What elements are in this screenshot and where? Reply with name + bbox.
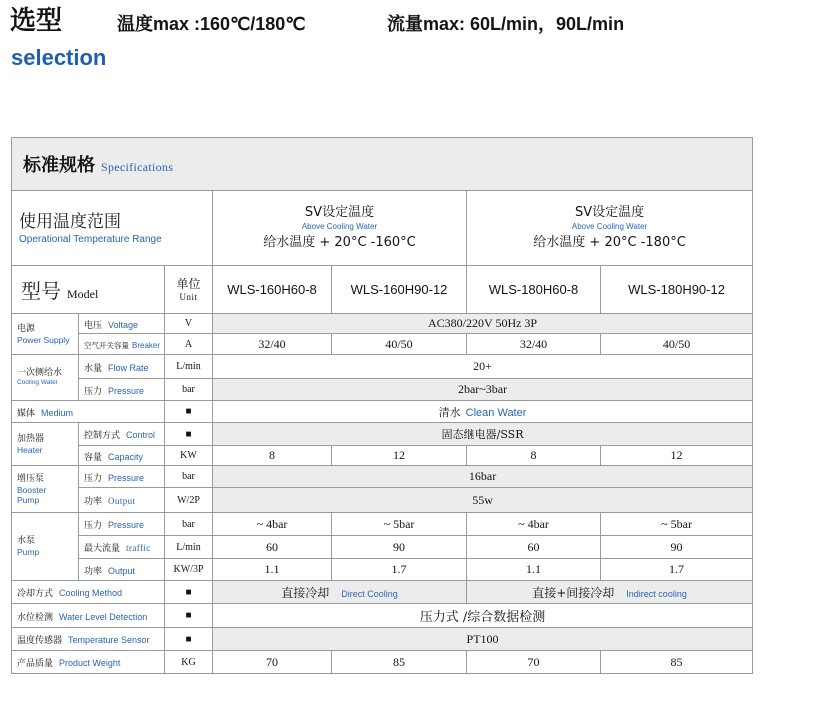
item-label-cn: 空气开关容量 (84, 341, 129, 350)
cooling-method-label (12, 581, 165, 604)
sv-setpoint-label: SV设定温度 (304, 205, 375, 220)
page-title-en: selection (11, 45, 107, 70)
temperature-range-label-en: Operational Temperature Range (19, 233, 162, 245)
temperature-range-180 (467, 191, 753, 266)
group-label-cn: 电源 (17, 323, 36, 334)
cooling-method-unit: ■ (165, 581, 213, 604)
item-label-en: Breaker (132, 341, 161, 350)
product-weight-value: 70 (467, 651, 601, 674)
pump-pressure-unit: bar (165, 513, 213, 536)
booster-pump-group (12, 466, 79, 513)
power-supply-group (12, 314, 79, 355)
max-flow: 流量max: 60L/min，90L/min (387, 14, 625, 34)
feed-pressure-row (12, 379, 753, 401)
item-label-en: Output (108, 496, 136, 506)
pump-flow-unit: L/min (165, 536, 213, 559)
model-name: WLS-180H90-12 (601, 266, 753, 314)
pump-pressure-row (12, 513, 753, 536)
pump-pressure-value: ~ 5bar (601, 513, 753, 536)
breaker-unit: A (165, 334, 213, 355)
item-label-en: Pressure (108, 472, 145, 483)
temperature-sensor-row (12, 628, 753, 651)
pump-flow-value: 60 (467, 536, 601, 559)
page-title-cn: 选型 (10, 6, 63, 36)
table-title-cn: 标准规格 (23, 155, 95, 176)
sv-range-value: 给水温度 + 20°C -180°C (533, 235, 686, 250)
heater-capacity-value: 12 (332, 446, 467, 466)
model-name: WLS-180H60-8 (467, 266, 601, 314)
item-label-cn: 压力 (84, 386, 103, 397)
item-label-cn: 产品质量 (17, 659, 54, 669)
pump-output-value: 1.1 (213, 559, 332, 581)
pump-flow-row (12, 536, 753, 559)
item-label-cn: 压力 (84, 521, 103, 531)
pump-flow-value: 90 (332, 536, 467, 559)
model-row (12, 266, 753, 314)
pump-output-value: 1.7 (332, 559, 467, 581)
water-level-row (12, 604, 753, 628)
item-label-en: Water Level Detection (59, 611, 148, 622)
feed-pressure-value: 2bar~3bar (213, 379, 753, 401)
item-label-en: traffic (126, 543, 151, 553)
feed-flow-row (12, 355, 753, 379)
item-label-en: Voltage (108, 319, 139, 330)
item-label-en: Cooling Method (59, 588, 123, 598)
item-label-en: Temperature Sensor (68, 635, 150, 645)
table-title-en: Specifications (101, 160, 174, 174)
group-label-en: Pump (17, 547, 40, 557)
item-label-en: Output (108, 565, 136, 576)
temperature-range-row (12, 191, 753, 266)
pump-pressure-value: ~ 5bar (332, 513, 467, 536)
item-label-cn: 电压 (84, 320, 103, 331)
pump-flow-value: 90 (601, 536, 753, 559)
product-weight-value: 85 (332, 651, 467, 674)
unit-header-cn: 单位 (176, 276, 201, 291)
item-label-cn: 压力 (84, 473, 103, 484)
unit-header-en: Unit (179, 291, 198, 302)
feed-pressure-unit: bar (165, 379, 213, 401)
feed-flow-value: 20+ (213, 355, 753, 379)
model-label-cn: 型号 (21, 279, 61, 303)
product-weight-value: 85 (601, 651, 753, 674)
item-label-en: Pressure (108, 385, 145, 396)
heater-control-value-text: 固态继电器/SSR (441, 428, 524, 441)
heater-capacity-value: 12 (601, 446, 753, 466)
medium-value-en: Clean Water (465, 406, 527, 419)
heater-group (12, 423, 79, 466)
pump-pressure-value: ~ 4bar (467, 513, 601, 536)
pump-output-row (12, 559, 753, 581)
booster-output-row (12, 488, 753, 513)
group-label-cn: 加热器 (17, 433, 45, 444)
pump-group (12, 513, 79, 581)
item-label-cn: 媒体 (17, 408, 36, 419)
group-label-cn: 一次侧给水 (17, 368, 63, 378)
medium-row (12, 401, 753, 423)
water-level-unit: ■ (165, 604, 213, 628)
item-label-en: Flow Rate (108, 362, 149, 373)
heater-control-value (213, 423, 753, 446)
item-label-cn: 容量 (84, 452, 103, 463)
sv-setpoint-label: SV设定温度 (574, 205, 645, 220)
table-header-row (12, 138, 753, 191)
group-label-cn: 增压泵 (17, 473, 45, 484)
item-label-cn: 最大流量 (84, 544, 121, 554)
cooling-indirect-cn: 直接+间接冷却 (532, 585, 615, 600)
pump-flow-label (79, 536, 165, 559)
product-weight-unit: KG (165, 651, 213, 674)
sv-setpoint-sub: Above Cooling Water (301, 222, 378, 231)
cooling-direct (213, 581, 467, 604)
heater-control-row (12, 423, 753, 446)
pump-pressure-label (79, 513, 165, 536)
item-label-cn: 水位检测 (17, 612, 54, 623)
heater-capacity-row (12, 446, 753, 466)
model-label-en: Model (67, 287, 99, 301)
booster-pressure-value: 16bar (213, 466, 753, 488)
product-weight-row (12, 651, 753, 674)
item-label-cn: 温度传感器 (17, 636, 63, 646)
voltage-unit: V (165, 314, 213, 334)
temperature-range-160 (213, 191, 467, 266)
sv-range-value: 给水温度 + 20°C -160°C (263, 235, 416, 250)
cooling-method-row (12, 581, 753, 604)
booster-output-label (79, 488, 165, 513)
model-label (12, 266, 165, 314)
breaker-value: 32/40 (467, 334, 601, 355)
item-label-en: Pressure (108, 520, 145, 530)
medium-unit: ■ (165, 401, 213, 423)
temperature-range-label-cn: 使用温度范围 (19, 211, 121, 232)
product-weight-value: 70 (213, 651, 332, 674)
group-label-en: Power Supply (17, 334, 70, 345)
heater-capacity-value: 8 (467, 446, 601, 466)
feed-flow-label (79, 355, 165, 379)
water-level-value (213, 604, 753, 628)
feed-flow-unit: L/min (165, 355, 213, 379)
item-label-en: Medium (41, 407, 74, 418)
booster-pressure-row (12, 466, 753, 488)
heater-capacity-value: 8 (213, 446, 332, 466)
temperature-sensor-label (12, 628, 165, 651)
pump-output-value: 1.1 (467, 559, 601, 581)
booster-output-unit: W/2P (165, 488, 213, 513)
water-level-label (12, 604, 165, 628)
breaker-row (12, 334, 753, 355)
temperature-sensor-value: PT100 (213, 628, 753, 651)
item-label-cn: 冷却方式 (17, 589, 54, 599)
item-label-cn: 控制方式 (84, 431, 121, 441)
feed-water-group (12, 355, 79, 401)
cooling-direct-cn: 直接冷却 (281, 585, 330, 600)
item-label-en: Product Weight (59, 658, 121, 668)
item-label-cn: 功率 (84, 566, 103, 577)
booster-pressure-label (79, 466, 165, 488)
group-label-en: Cooling Water (17, 379, 58, 386)
heater-control-label (79, 423, 165, 446)
heater-capacity-label (79, 446, 165, 466)
product-weight-label (12, 651, 165, 674)
breaker-value: 40/50 (601, 334, 753, 355)
item-label-cn: 水量 (84, 363, 103, 374)
medium-value-cn: 清水 (438, 405, 461, 419)
item-label-en: Capacity (108, 451, 144, 462)
pump-output-label (79, 559, 165, 581)
cooling-indirect (467, 581, 753, 604)
group-label-en: Booster Pump (17, 484, 47, 505)
table-header (12, 138, 753, 191)
voltage-row (12, 314, 753, 334)
breaker-value: 32/40 (213, 334, 332, 355)
breaker-value: 40/50 (332, 334, 467, 355)
voltage-value: AC380/220V 50Hz 3P (213, 314, 753, 334)
pump-flow-value: 60 (213, 536, 332, 559)
heater-capacity-unit: KW (165, 446, 213, 466)
medium-value (213, 401, 753, 423)
model-name: WLS-160H60-8 (213, 266, 332, 314)
medium-label (12, 401, 165, 423)
temperature-sensor-unit: ■ (165, 628, 213, 651)
item-label-cn: 功率 (84, 497, 103, 507)
model-name: WLS-160H90-12 (332, 266, 467, 314)
pump-pressure-value: ~ 4bar (213, 513, 332, 536)
group-label-en: Heater (17, 444, 43, 455)
voltage-label (79, 314, 165, 334)
breaker-label (79, 334, 165, 355)
cooling-indirect-en: Indirect cooling (626, 588, 687, 599)
pump-output-unit: KW/3P (165, 559, 213, 581)
booster-pressure-unit: bar (165, 466, 213, 488)
cooling-direct-en: Direct Cooling (341, 588, 398, 599)
specifications-table (11, 137, 753, 674)
pump-output-value: 1.7 (601, 559, 753, 581)
sv-setpoint-sub: Above Cooling Water (571, 222, 648, 231)
booster-output-value: 55w (213, 488, 753, 513)
water-level-value-text: 压力式 /综合数据检测 (419, 610, 546, 625)
unit-header (165, 266, 213, 314)
feed-pressure-label (79, 379, 165, 401)
heater-control-unit: ■ (165, 423, 213, 446)
max-temperature: 温度max :160℃/180℃ (117, 14, 306, 34)
temperature-range-label (12, 191, 213, 266)
group-label-cn: 水泵 (17, 536, 36, 546)
item-label-en: Control (126, 430, 156, 440)
